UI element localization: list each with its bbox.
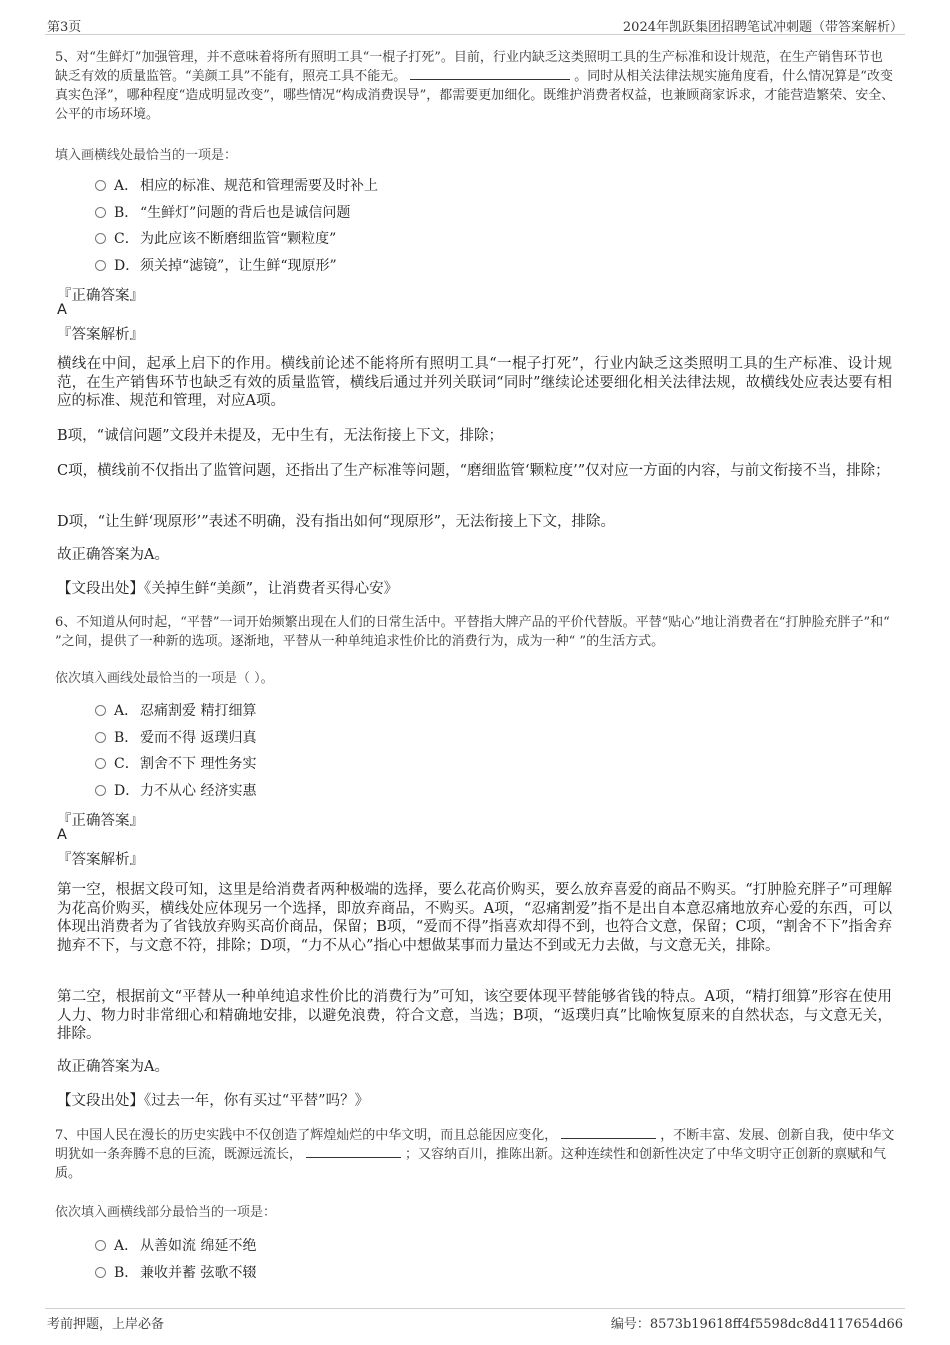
q7-blank-2 — [306, 1145, 401, 1158]
q6-option-b[interactable]: B． 爱而不得 返璞归真 — [95, 725, 256, 752]
q5-answer-label: 『正确答案』 — [57, 288, 144, 304]
q5-option-d[interactable]: D．须关掉“滤镜”，让生鲜“现原形” — [95, 253, 378, 280]
page-footer — [45, 1308, 905, 1332]
radio-icon[interactable] — [95, 1267, 106, 1278]
q5-source: 【文段出处】《关掉生鲜“美颜”，让消费者买得心安》 — [57, 581, 399, 597]
q7-option-a[interactable]: A． 从善如流 绵延不绝 — [95, 1233, 256, 1260]
q5-answer: A — [57, 302, 67, 318]
q6-analysis-p1: 第一空，根据文段可知，这里是给消费者两种极端的选择，要么花高价购买，要么放弃喜爱的商品不购买。“打肿脸充胖子”可理解为花高价购买，横线处应体现另一个选择，即放弃商品，不购买。A项，“忍痛割爱”指不是出自本意忍痛地放弃心爱的东西，可以体现出消费者为了省钱放弃购买高价商品，保留；B项，“爱而不得”指喜欢却得不到，也符合文意，保留；C项，“割舍不下”指舍弃抛弃不下，与文意不符，排除；D项，“力不从心”指心中想做某事而力量达不到或无力去做，与文意无关，排除。 — [57, 882, 892, 954]
radio-icon[interactable] — [95, 732, 106, 743]
q7-prompt: 依次填入画横线部分最恰当的一项是： — [55, 1205, 277, 1220]
q5-option-a[interactable]: A． 相应的标准、规范和管理需要及时补上 — [95, 173, 378, 200]
q7-stem: 7、中国人民在漫长的历史实践中不仅创造了辉煌灿烂的中华文明，而且总能因应变化， ，不断丰富、发展、创新自我，使中华文明犹如一条奔腾不息的巨流，既源远流长， ；又容纳百川，推陈出新。这种连续性和创新性决定了中华文明守正创新的禀赋和气质。 — [55, 1128, 895, 1181]
radio-icon[interactable] — [95, 207, 106, 218]
radio-icon[interactable] — [95, 260, 106, 271]
q5-prompt: 填入画横线处最恰当的一项是： — [55, 148, 238, 163]
q7-options — [95, 1233, 256, 1286]
q6-source: 【文段出处】《过去一年，你有买过“平替”吗？》 — [57, 1093, 370, 1109]
q7-blank-1 — [561, 1126, 656, 1139]
q5-analysis-p1: 横线在中间，起承上启下的作用。横线前论述不能将所有照明工具“一棍子打死”，行业内缺乏这类照明工具的生产标准、设计规范，在生产销售环节也缺乏有效的质量监管，横线后通过并列关联词“同时”继续论述要细化相关法律法规，故横线处应表达要有相应的标准、规范和管理，对应A项。 — [57, 356, 892, 409]
q6-option-c[interactable]: C．割舍不下 理性务实 — [95, 751, 256, 778]
q5-analysis-p4: D项，“让生鲜‘现原形’”表述不明确，没有指出如何“现原形”，无法衔接上下文，排除。 — [57, 514, 615, 530]
q6-option-a[interactable]: A． 忍痛割爱 精打细算 — [95, 698, 256, 725]
radio-icon[interactable] — [95, 1240, 106, 1251]
q5-option-b[interactable]: B． “生鲜灯”问题的背后也是诚信问题 — [95, 200, 378, 227]
q6-analysis-p2: 第二空，根据前文“平替从一种单纯追求性价比的消费行为”可知，该空要体现平替能够省钱的特点。A项，“精打细算”形容在使用人力、物力时非常细心和精确地安排，以避免浪费，符合文意，当选；B项，“返璞归真”比喻恢复原来的自然状态，与文意无关，排除。 — [57, 989, 892, 1042]
radio-icon[interactable] — [95, 705, 106, 716]
page-number: 第3页 — [47, 20, 82, 35]
q6-stem: 6、不知道从何时起，“平替”一词开始频繁出现在人们的日常生活中。平替指大牌产品的平价代替版。平替“贴心”地让消费者在“打肿脸充胖子”和“ ”之间，提供了一种新的选项。逐渐地，平替从一种单纯追求性价比的消费行为，成为一种“ ”的生活方式。 — [55, 615, 890, 649]
q5-analysis-p2: B项，“诚信问题”文段并未提及，无中生有，无法衔接上下文，排除； — [57, 428, 503, 444]
q5-analysis-p5: 故正确答案为A。 — [57, 547, 169, 563]
q6-answer: A — [57, 827, 67, 843]
radio-icon[interactable] — [95, 785, 106, 796]
radio-icon[interactable] — [95, 233, 106, 244]
q7-option-b[interactable]: B． 兼收并蓄 弦歌不辍 — [95, 1260, 256, 1287]
q5-blank — [410, 67, 570, 80]
q5-options — [95, 173, 378, 279]
radio-icon[interactable] — [95, 758, 106, 769]
q6-analysis-label: 『答案解析』 — [57, 852, 144, 868]
radio-icon[interactable] — [95, 180, 106, 191]
q6-answer-label: 『正确答案』 — [57, 813, 144, 829]
document-title: 2024年凯跃集团招聘笔试冲刺题（带答案解析） — [622, 20, 903, 35]
q6-analysis-p3: 故正确答案为A。 — [57, 1059, 169, 1075]
footer-slogan: 考前押题，上岸必备 — [47, 1317, 165, 1332]
q6-option-d[interactable]: D．力不从心 经济实惠 — [95, 778, 256, 805]
q6-options — [95, 698, 256, 804]
q5-analysis-p3: C项，横线前不仅指出了监管问题，还指出了生产标准等问题，“磨细监管‘颗粒度’”仅对应一方面的内容，与前文衔接不当，排除； — [57, 463, 890, 479]
document-serial: 编号：8573b19618ff4f5598dc8d4117654d66 — [610, 1317, 903, 1332]
page-header — [45, 14, 905, 35]
q5-option-c[interactable]: C．为此应该不断磨细监管“颗粒度” — [95, 226, 378, 253]
q5-stem: 5、对“生鲜灯”加强管理，并不意味着将所有照明工具“一棍子打死”。目前，行业内缺乏这类照明工具的生产标准和设计规范，在生产销售环节也缺乏有效的质量监管。“美颜工具”不能有，照亮工具不能无。 。同时从相关法律法规实施角度看，什么情况算是“改变真实色泽”，哪种程度“造成明显改变”，哪些情况“构成消费误导”，都需要更加细化。既维护消费者权益，也兼顾商家诉求，才能营造繁荣、安全、公平的市场环境。 — [55, 50, 895, 122]
q6-prompt: 依次填入画线处最恰当的一项是（ ）。 — [55, 671, 274, 686]
q5-analysis-label: 『答案解析』 — [57, 327, 144, 343]
